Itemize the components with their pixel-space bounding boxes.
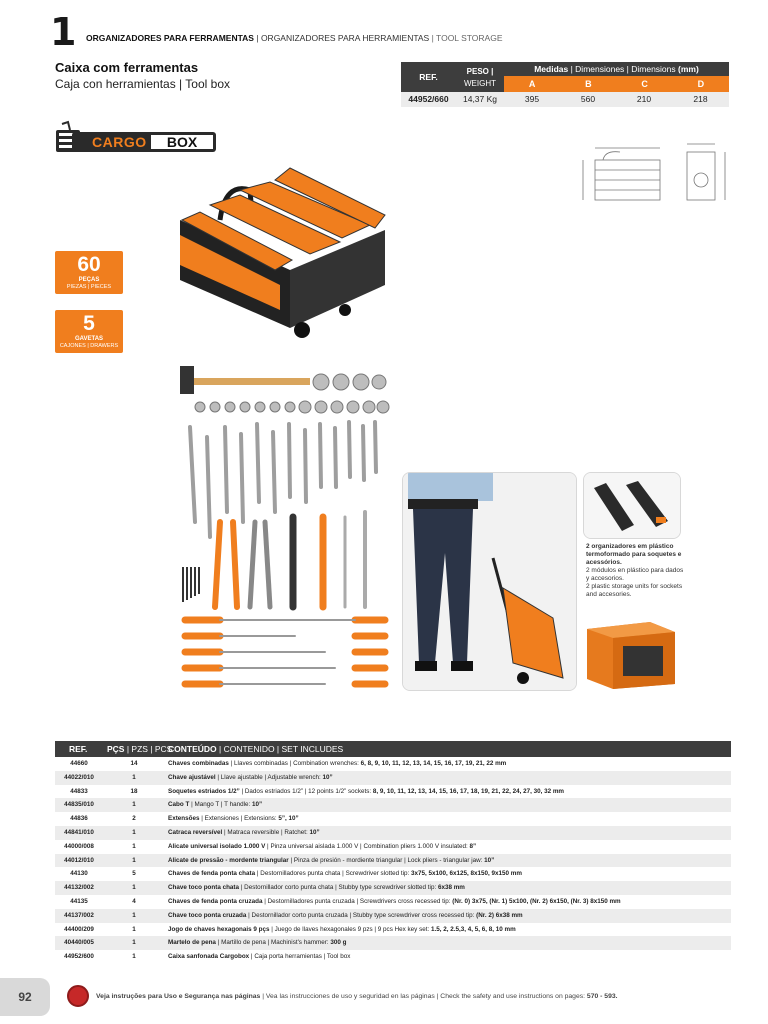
row-ref: 44012/010: [64, 856, 94, 864]
contents-table: [55, 741, 731, 964]
pieces-badge: 60 PEÇAS PIEZAS | PIECES: [55, 251, 123, 294]
row-ref: 44660: [70, 760, 88, 767]
table-row: [55, 812, 731, 826]
table-row: [55, 950, 731, 964]
row-qty: 14: [130, 760, 138, 767]
table-row: [55, 771, 731, 785]
packaging-image: [585, 614, 677, 689]
toolbox-image: [170, 160, 395, 340]
chapter-number: 1: [50, 10, 77, 54]
cargobox-logo: [54, 118, 218, 158]
row-qty: 2: [132, 815, 136, 823]
spec-dimensions-header: Medidas | Dimensiones | Dimensions (mm): [534, 64, 699, 74]
row-qty: 1: [132, 856, 136, 864]
row-ref: 44135: [70, 897, 88, 905]
spec-weight-header: PESO | WEIGHT: [464, 67, 496, 88]
row-qty: 1: [132, 911, 136, 919]
col-desc: CONTEÚDO | CONTENIDO | SET INCLUDES: [168, 744, 344, 754]
table-row: [55, 826, 731, 840]
product-subtitle: Caja con herramientas | Tool box: [55, 77, 230, 91]
footer-note: Veja instruções para Uso e Segurança nas páginas | Vea las instrucciones de uso y seguridad en las páginas | Check the safety and use instructions on pages: 570 - 593.: [96, 993, 618, 1000]
table-row: [55, 840, 731, 854]
row-ref: 44137/002: [64, 911, 94, 919]
row-description: Chave toco ponta chata | Destornillador corto punta chata | Stubby type screwdriver slotted tip: 6x38 mm: [168, 884, 465, 892]
row-ref: 44835/010: [64, 801, 94, 809]
row-ref: 44841/010: [64, 828, 94, 836]
trolley-photo-illustration: [403, 473, 577, 691]
table-row: [55, 867, 731, 881]
dim-a-label: A: [528, 79, 536, 89]
trolley-photo: [402, 472, 577, 691]
row-ref: 40440/005: [64, 939, 94, 947]
row-description: Martelo de pena | Martillo de pena | Machinist's hammer: 300 g: [168, 939, 347, 947]
contents-rows: [55, 757, 731, 964]
organizers-illustration: [584, 473, 681, 539]
row-description: Cabo T | Mango T | T handle: 10”: [168, 801, 263, 809]
spec-dim-a: 395: [524, 94, 540, 104]
spec-dim-d: 218: [693, 94, 708, 104]
row-qty: 1: [132, 828, 136, 836]
dim-b-label: B: [585, 79, 592, 89]
row-ref: 44132/002: [64, 884, 94, 892]
row-qty: 1: [132, 842, 136, 850]
row-ref: 44400/209: [64, 925, 94, 933]
safety-warning-icon: [67, 985, 89, 1007]
organizers-caption: 2 organizadores em plástico termoformado para soquetes e acessórios. 2 módulos en plástico para dados y accesorios. 2 plastic storage units for sockets and accesories.: [586, 543, 684, 598]
table-row: [55, 854, 731, 868]
row-ref: 44000/008: [64, 842, 94, 850]
tool-set-image: [175, 362, 397, 692]
table-row: [55, 895, 731, 909]
table-row: [55, 881, 731, 895]
row-ref: 44130: [70, 870, 88, 878]
logo-cargo-text: CARGO: [92, 134, 147, 150]
table-row: [55, 757, 731, 771]
row-description: Soquetes estriados 1/2” | Dados estriados 1/2” | 12 points 1/2” sockets: 8, 9, 10, 11, 12, 13, 14, 15, 16, 17, 18, 19, 21, 22, 24, 27, 30, 32 mm: [168, 787, 565, 795]
dim-c-label: C: [641, 79, 648, 89]
spec-weight: 14,37 Kg: [462, 94, 498, 104]
row-description: Caixa sanfonada Cargobox | Caja porta herramientas | Tool box: [168, 953, 351, 961]
row-qty: 1: [132, 925, 136, 933]
chapter-title-en: TOOL STORAGE: [436, 33, 503, 43]
row-qty: 1: [132, 773, 136, 781]
drawers-badge: 5 GAVETAS CAJONES | DRAWERS: [55, 310, 123, 353]
row-qty: 1: [132, 939, 136, 947]
row-description: Catraca reversível | Matraca reversible | Ratchet: 10”: [168, 828, 320, 836]
chapter-title-pt: ORGANIZADORES PARA FERRAMENTAS: [86, 33, 254, 43]
row-qty: 5: [132, 870, 136, 878]
row-description: Chaves de fenda ponta chata | Destornilladores punta chata | Screwdriver slotted tip: 3x75, 5x100, 6x125, 8x150, 9x150 mm: [168, 870, 523, 878]
page-number: 92: [0, 978, 50, 1016]
spec-table-header: [401, 62, 729, 92]
row-qty: 1: [132, 953, 136, 961]
spec-ref: 44952/660: [408, 94, 449, 104]
col-qty: PÇS | PZS | PCS: [107, 744, 173, 754]
spec-ref-header: REF.: [419, 72, 438, 82]
row-ref: 44833: [70, 787, 88, 795]
row-qty: 1: [132, 801, 136, 809]
row-description: Chaves de fenda ponta cruzada | Destornilladores punta cruzada | Screwdrivers cross recessed tip: (Nr. 0) 3x75, (Nr. 1) 5x100, (Nr. 2) 6x150, (Nr. 3) 8x150 mm: [168, 897, 621, 905]
dimension-drawing: [575, 140, 735, 215]
table-row: [55, 936, 731, 950]
chapter-title-es: ORGANIZADORES PARA HERRAMIENTAS: [260, 33, 430, 43]
col-ref: REF.: [69, 744, 88, 754]
row-description: Chave ajustável | Llave ajustable | Adjustable wrench: 10”: [168, 773, 333, 781]
row-ref: 44952/600: [64, 953, 94, 961]
row-description: Alicate universal isolado 1.000 V | Pinza universal aislada 1.000 V | Combination pliers 1.000 V insulated: 8”: [168, 842, 477, 850]
row-qty: 4: [132, 897, 136, 905]
spec-dim-b: 560: [580, 94, 596, 104]
row-ref: 44836: [70, 815, 88, 823]
spec-row: [401, 92, 729, 107]
dim-d-label: D: [697, 79, 705, 89]
row-qty: 18: [130, 787, 138, 795]
spec-table: [401, 62, 729, 107]
row-description: Alicate de pressão - mordente triangular | Pinza de presión - mordiente triangular | Lock pliers - triangular jaw: 10”: [168, 856, 495, 864]
logo-box-text: BOX: [149, 133, 215, 151]
row-qty: 1: [132, 884, 136, 892]
table-row: [55, 909, 731, 923]
contents-header: [55, 741, 731, 757]
table-row: [55, 923, 731, 937]
product-title: Caixa com ferramentas: [55, 60, 199, 75]
row-description: Chaves combinadas | Llaves combinadas | Combination wrenches: 6, 8, 9, 10, 11, 12, 13, 14, 15, 16, 17, 19, 21, 22 mm: [168, 760, 507, 767]
table-row: [55, 785, 731, 799]
row-ref: 44022/010: [64, 773, 94, 781]
chapter-title: ORGANIZADORES PARA FERRAMENTAS | ORGANIZADORES PARA HERRAMIENTAS | TOOL STORAGE: [86, 33, 503, 43]
row-description: Jogo de chaves hexagonais 9 pçs | Juego de llaves hexagonales 9 pzs | 9 pcs Hex key set: 1.5, 2, 2.5,3, 4, 5, 6, 8, 10 mm: [168, 925, 516, 933]
spec-dim-c: 210: [636, 94, 652, 104]
spec-dims-letters: [504, 76, 729, 92]
table-row: [55, 798, 731, 812]
organizers-photo: [583, 472, 681, 539]
row-description: Chave toco ponta cruzada | Destornillador corto punta cruzada | Stubby type screwdriver cross recessed tip: (Nr. 2) 6x38 mm: [168, 911, 523, 919]
row-description: Extensões | Extensiones | Extensions: 5”, 10”: [168, 815, 299, 823]
